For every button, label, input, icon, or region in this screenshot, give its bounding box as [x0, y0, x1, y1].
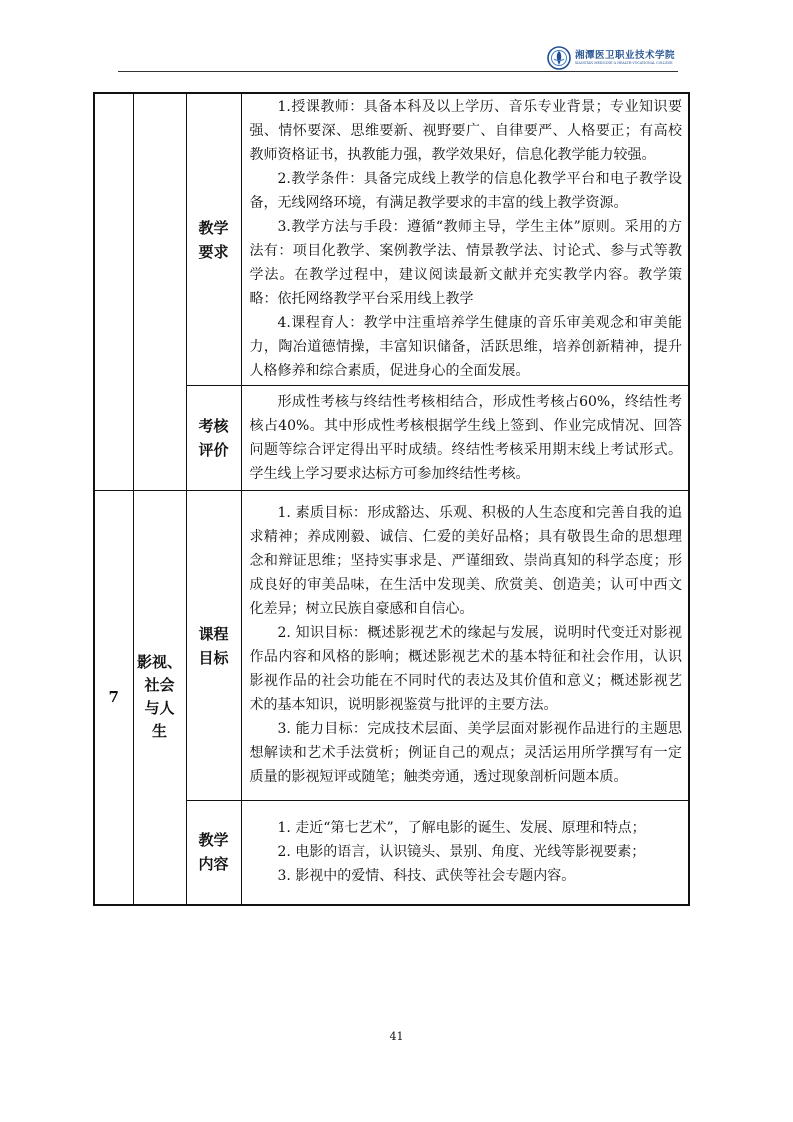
table-row: [94, 491, 689, 801]
course-objectives-content: 1. 素质目标：形成豁达、乐观、积极的人生态度和完善自我的追求精神；养成刚毅、诚信、仁爱的美好品格；具有敬畏生命的思想理念和辩证思维；坚持实事求是、严谨细致、崇尚真知的科学态度；形成良好的审美品味，在生活中发现美、欣赏美、创造美；认可中西文化差异；树立民族自豪感和自信心。 2. 知识目标：概述影视艺术的缘起与发展，说明时代变迁对影视作品内容和风格的影响；概述影视艺术的基本特征和社会作用，认识影视作品的社会功能在不同时代的表达及其价值和意义；概述影视艺术的基本知识，说明影视鉴赏与批评的主要方法。 3. 能力目标：完成技术层面、美学层面对影视作品进行的主题思想解读和艺术手法赏析；例证自己的观点；灵活运用所学撰写有一定质量的影视短评或随笔；触类旁通，透过现象剖析问题本质。: [241, 491, 689, 801]
college-logo: [547, 45, 687, 71]
table-row: [94, 93, 689, 386]
prev-number-cell: [94, 93, 133, 491]
page-number: 41: [389, 1030, 404, 1043]
teaching-content-content: 1. 走近“第七艺术”，了解电影的诞生、发展、原理和特点； 2. 电影的语言，认识镜头、景别、角度、光线等影视要素； 3. 影视中的爱情、科技、武侠等社会专题内容。: [241, 801, 689, 905]
prev-title-cell: [133, 93, 186, 491]
teaching-content-label: 教学 内容: [186, 801, 241, 905]
logo-english-name: XIANGTAN MEDICINE & HEALTH VOCATIONAL COLLEGE: [575, 61, 673, 66]
course-title: 影视、 社会 与人 生: [133, 491, 186, 905]
logo-chinese-name: 湘潭医卫职业技术学院: [575, 49, 676, 61]
teaching-requirements-content: 1.授课教师：具备本科及以上学历、音乐专业背景；专业知识要强、情怀要深、思维要新、视野要广、自律要严、人格要正；有高校教师资格证书，执教能力强，教学效果好，信息化教学能力较强。 2.教学条件：具备完成线上教学的信息化教学平台和电子教学设备，无线网络环境，有满足教学要求的丰富的线上教学资源。 3.教学方法与手段：遵循“教师主导，学生主体”原则。采用的方法有：项目化教学、案例教学法、情景教学法、讨论式、参与式等教学法。在教学过程中，建议阅读最新文献并充实教学内容。教学策略：依托网络教学平台采用线上教学 4.课程育人：教学中注重培养学生健康的音乐审美观念和审美能力，陶冶道德情操，丰富知识储备，活跃思维，培养创新精神，提升人格修养和综合素质，促进身心的全面发展。: [241, 93, 689, 386]
college-emblem-icon: [547, 46, 571, 70]
assessment-label: 考核 评价: [186, 386, 241, 491]
teaching-requirements-label: 教学 要求: [186, 93, 241, 386]
course-number: 7: [94, 491, 133, 905]
course-objectives-label: 课程 目标: [186, 491, 241, 801]
course-table: [93, 92, 690, 906]
assessment-content: 形成性考核与终结性考核相结合，形成性考核占60%，终结性考核占40%。其中形成性考核根据学生线上签到、作业完成情况、回答问题等综合评定得出平时成绩。终结性考核采用期末线上考试形式。学生线上学习要求达标方可参加终结性考核。: [241, 386, 689, 491]
header-rule: [118, 71, 678, 72]
